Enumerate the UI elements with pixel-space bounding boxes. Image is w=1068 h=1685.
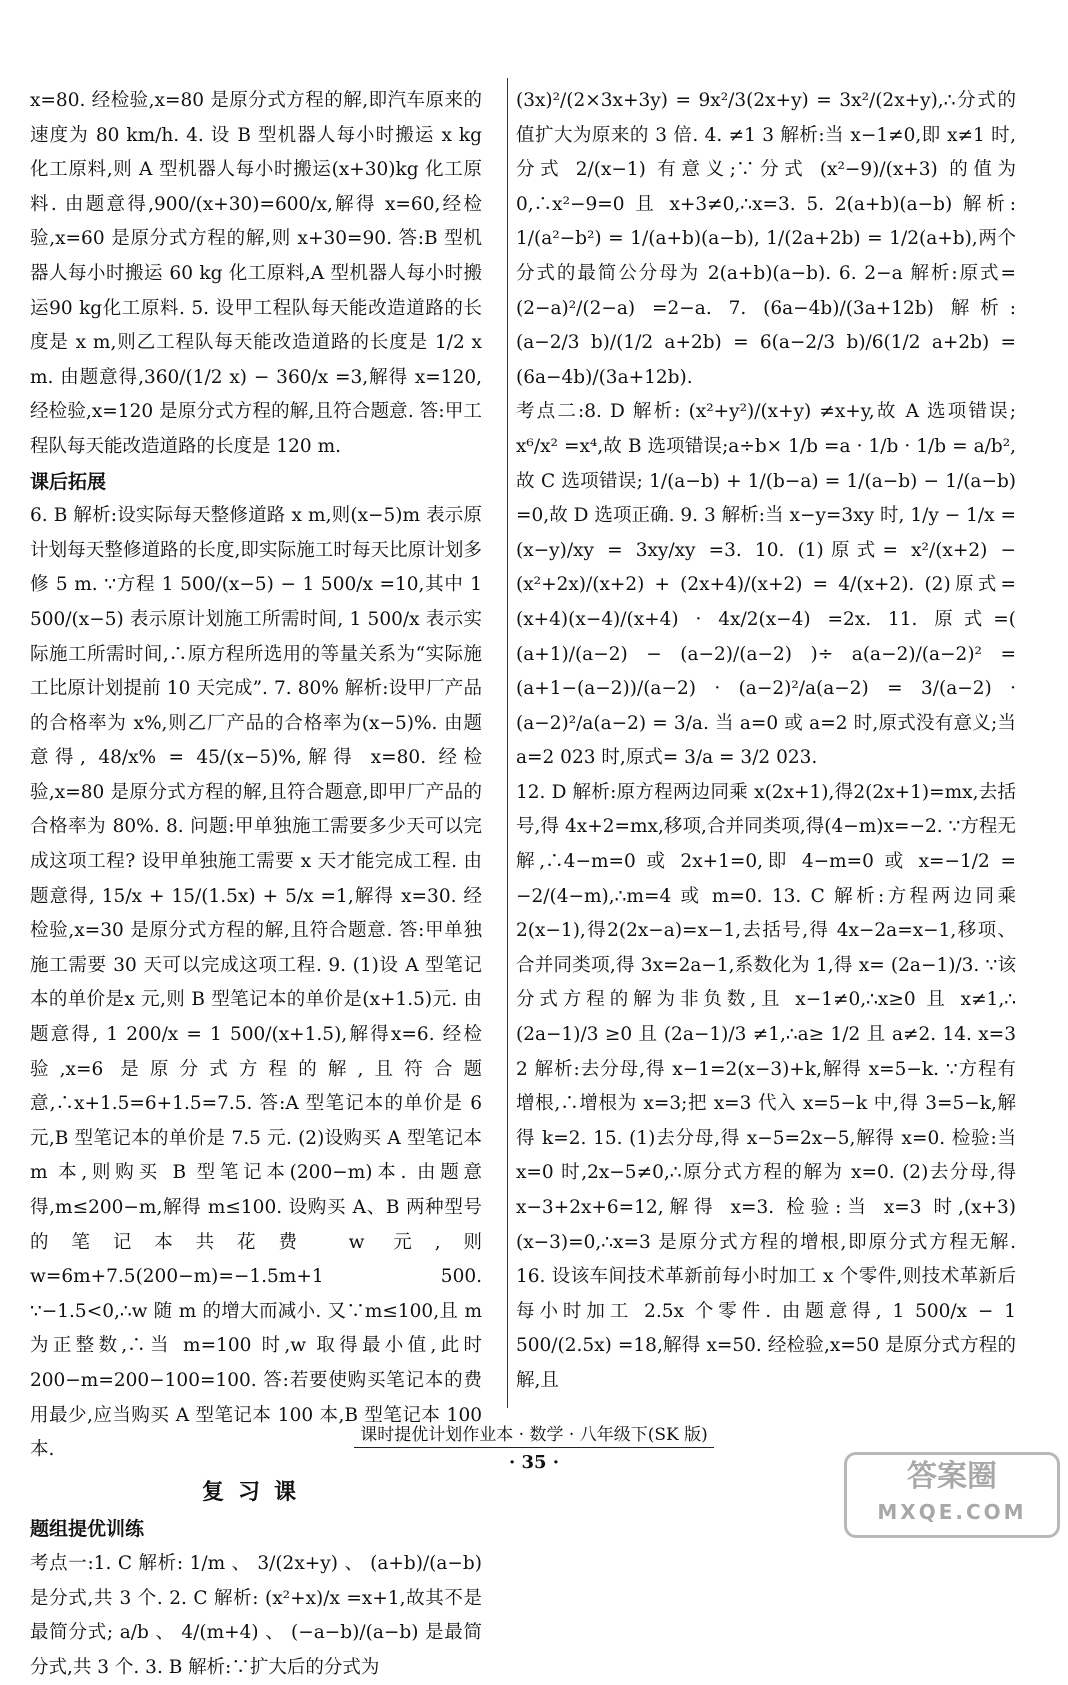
- page-number: · 35 ·: [508, 1452, 560, 1473]
- answer-paragraph: x=80. 经检验,x=80 是原分式方程的解,即汽车原来的速度为 80 km/h. 4. 设 B 型机器人每小时搬运 x kg 化工原料,则 A 型机器人每小时搬运(x+30)kg 化工原料. 由题意得,900/(x+30)=600/x,解得 x=60,经检验,x=60 是原分式方程的解,则 x+30=90. 答:B 型机器人每小时搬运 60 kg 化工原料,A 型机器人每小时搬运90 kg化工原料. 5. 设甲工程队每天能改造道路的长度是 x m,则乙工程队每天能改造道路的长度是 1/2 x m. 由题意得,360/(1/2 x) − 360/x =3,解得 x=120,经检验,x=120 是原分式方程的解,且符合题意. 答:甲工程队每天能改造道路的长度是 120 m.: [30, 90, 482, 457]
- watermark-url-text: MXQE.COM: [877, 1500, 1027, 1524]
- answer-paragraph: 考点一:1. C 解析: 1/m 、 3/(2x+y) 、 (a+b)/(a−b) 是分式,共 3 个. 2. C 解析: (x²+x)/x =x+1,故其不是最简分式; a/b 、 4/(m+4) 、 (−a−b)/(a−b) 是最简分式,共 3 个. 3. B 解析:∵扩大后的分式为: [30, 1552, 482, 1678]
- right-column: [516, 84, 1016, 1399]
- column-divider: [507, 78, 508, 1408]
- book-title-line: 课时提优计划作业本 · 数学 · 八年级下(SK 版): [354, 1420, 713, 1448]
- answer-paragraph: (3x)²/(2×3x+3y) = 9x²/3(2x+y) = 3x²/(2x+y),∴分式的值扩大为原来的 3 倍. 4. ≠1 3 解析:当 x−1≠0,即 x≠1 时,分式 2/(x−1) 有意义;∵分式 (x²−9)/(x+3) 的值为 0,∴x²−9=0 且 x+3≠0,∴x=3. 5. 2(a+b)(a−b) 解析: 1/(a²−b²) = 1/(a+b)(a−b), 1/(2a+2b) = 1/2(a+b),两个分式的最简公分母为 2(a+b)(a−b). 6. 2−a 解析:原式= (2−a)²/(2−a) =2−a. 7. (6a−4b)/(3a+12b) 解析: (a−2/3 b)/(1/2 a+2b) = 6(a−2/3 b)/6(1/2 a+2b) = (6a−4b)/(3a+12b).: [516, 90, 1016, 388]
- answer-paragraph: 12. D 解析:原方程两边同乘 x(2x+1),得2(2x+1)=mx,去括号,得 4x+2=mx,移项,合并同类项,得(4−m)x=−2. ∵方程无解,∴4−m=0 或 2x+1=0,即 4−m=0 或 x=−1/2 = −2/(4−m),∴m=4 或 m=0. 13. C 解析:方程两边同乘 2(x−1),得2(2x−a)=x−1,去括号,得 4x−2a=x−1,移项、合并同类项,得 3x=2a−1,系数化为 1,得 x= (2a−1)/3. ∵该分式方程的解为非负数,且 x−1≠0,∴x≥0 且 x≠1,∴ (2a−1)/3 ≥0 且 (2a−1)/3 ≠1,∴a≥ 1/2 且 a≠2. 14. x=3 2 解析:去分母,得 x−1=2(x−3)+k,解得 x=5−k. ∵方程有增根,∴增根为 x=3;把 x=3 代入 x=5−k 中,得 3=5−k,解得 k=2. 15. (1)去分母,得 x−5=2x−5,解得 x=0. 检验:当 x=0 时,2x−5≠0,∴原分式方程的解为 x=0. (2)去分母,得 x−3+2x+6=12,解得 x=3. 检验:当 x=3 时,(x+3)(x−3)=0,∴x=3 是原分式方程的增根,即原分式方程无解. 16. 设该车间技术革新前每小时加工 x 个零件,则技术革新后每小时加工 2.5x 个零件. 由题意得, 1 500/x − 1 500/(2.5x) =18,解得 x=50. 经检验,x=50 是原分式方程的解,且: [516, 781, 1016, 1391]
- chapter-title: 复习课: [201, 1479, 310, 1505]
- site-watermark-logo: [844, 1452, 1060, 1538]
- section-heading: 题组提优训练: [30, 1518, 145, 1541]
- section-heading: 课后拓展: [30, 470, 107, 493]
- answer-paragraph: 考点二:8. D 解析: (x²+y²)/(x+y) ≠x+y,故 A 选项错误; x⁶/x² =x⁴,故 B 选项错误;a÷b× 1/b =a · 1/b · 1/b = a/b²,故 C 选项错误; 1/(a−b) + 1/(b−a) = 1/(a−b) − 1/(a−b) =0,故 D 选项正确. 9. 3 解析:当 x−y=3xy 时, 1/y − 1/x = (x−y)/xy = 3xy/xy =3. 10. (1)原式= x²/(x+2) − (x²+2x)/(x+2) + (2x+4)/(x+2) = 4/(x+2). (2)原式= (x+4)(x−4)/(x+4) · 4x/2(x−4) =2x. 11. 原式=( (a+1)/(a−2) − (a−2)/(a−2) )÷ a(a−2)/(a−2)² = (a+1−(a−2))/(a−2) · (a−2)²/a(a−2) = 3/(a−2) · (a−2)²/a(a−2) = 3/a. 当 a=0 或 a=2 时,原式没有意义;当 a=2 023 时,原式= 3/a = 3/2 023.: [516, 401, 1016, 769]
- watermark-top-text: 答案圈: [907, 1459, 997, 1494]
- answer-paragraph: 6. B 解析:设实际每天整修道路 x m,则(x−5)m 表示原计划每天整修道路的长度,即实际施工时每天比原计划多修 5 m. ∵方程 1 500/(x−5) − 1 500/x =10,其中 1 500/(x−5) 表示原计划施工所需时间, 1 500/x 表示实际施工所需时间,∴原方程所选用的等量关系为“实际施工比原计划提前 10 天完成”. 7. 80% 解析:设甲厂产品的合格率为 x%,则乙厂产品的合格率为(x−5)%. 由题意得, 48/x% = 45/(x−5)%,解得 x=80. 经检验,x=80 是原分式方程的解,且符合题意,即甲厂产品的合格率为 80%. 8. 问题:甲单独施工需要多少天可以完成这项工程? 设甲单独施工需要 x 天才能完成工程. 由题意得, 15/x + 15/(1.5x) + 5/x =1,解得 x=30. 经检验,x=30 是原分式方程的解,且符合题意. 答:甲单独施工需要 30 天可以完成这项工程. 9. (1)设 A 型笔记本的单价是x 元,则 B 型笔记本的单价是(x+1.5)元. 由题意得, 1 200/x = 1 500/(x+1.5),解得x=6. 经检验,x=6 是原分式方程的解,且符合题意,∴x+1.5=6+1.5=7.5. 答:A 型笔记本的单价是 6 元,B 型笔记本的单价是 7.5 元. (2)设购买 A 型笔记本 m 本,则购买 B 型笔记本(200−m)本. 由题意得,m≤200−m,解得 m≤100. 设购买 A、B 两种型号的笔记本共花费 w 元,则 w=6m+7.5(200−m)=−1.5m+1 500. ∵−1.5<0,∴w 随 m 的增大而减小. 又∵m≤100,且 m 为正整数,∴当 m=100 时,w 取得最小值,此时 200−m=200−100=100. 答:若要使购买笔记本的费用最少,应当购买 A 型笔记本 100 本,B 型笔记本 100 本.: [30, 505, 482, 1461]
